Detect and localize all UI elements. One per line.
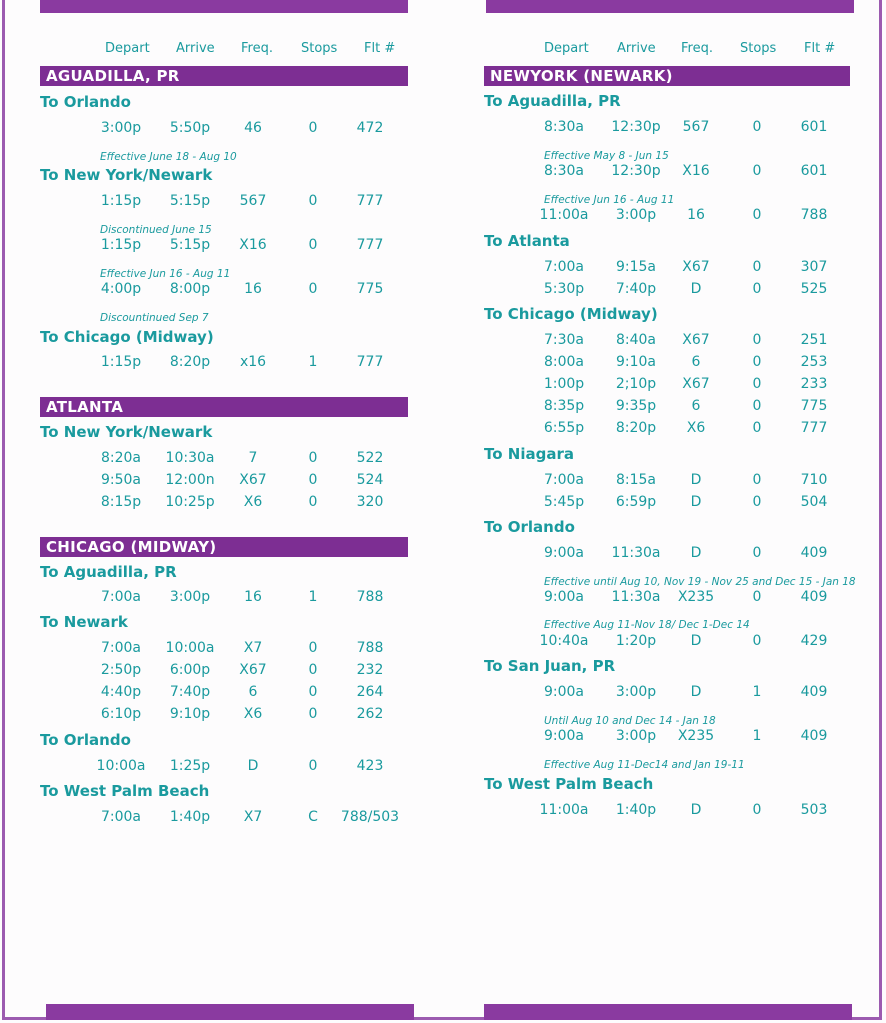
depart-time: 9:00a [543,589,585,605]
arrive-time: 1:20p [615,633,657,649]
frequency: 6 [248,684,258,700]
depart-time: 5:45p [543,494,585,510]
flight-number: 503 [800,802,828,818]
city-section-header: AGUADILLA, PR [40,66,408,86]
depart-time: 8:00a [543,354,585,370]
flight-number: 601 [800,163,828,179]
stops: 0 [752,802,762,818]
frequency: D [690,472,702,488]
schedule-note: Discontinued June 15 [100,224,212,236]
stops: 0 [308,706,318,722]
arrive-time: 5:15p [169,237,211,253]
header-depart: Depart [105,41,150,56]
arrive-time: 10:25p [165,494,215,510]
stops: 0 [752,259,762,275]
stops: 0 [308,281,318,297]
depart-time: 10:40a [539,633,589,649]
frequency: X67 [682,332,710,348]
depart-time: 4:40p [100,684,142,700]
arrive-time: 10:30a [165,450,215,466]
header-freq: Freq. [681,41,713,56]
arrive-time: 7:40p [615,281,657,297]
stops: 0 [752,332,762,348]
schedule-note: Effective Aug 11-Nov 18/ Dec 1-Dec 14 [544,619,750,631]
stops: C [308,809,318,825]
frequency: X7 [243,640,263,656]
left-column [0,0,443,1000]
stops: 0 [308,472,318,488]
flight-number: 307 [800,259,828,275]
destination-heading: To Aguadilla, PR [484,92,621,110]
flight-number: 472 [356,120,384,136]
depart-time: 10:00a [96,758,146,774]
flight-number: 524 [356,472,384,488]
header-flt: Flt # [804,41,836,56]
destination-heading: To Chicago (Midway) [484,305,658,323]
arrive-time: 7:40p [169,684,211,700]
arrive-time: 8:40a [615,332,657,348]
depart-time: 11:00a [539,207,589,223]
flight-number: 525 [800,281,828,297]
destination-heading: To Orlando [40,731,131,749]
stops: 0 [752,472,762,488]
depart-time: 8:30a [543,163,585,179]
header-arrive: Arrive [176,41,215,56]
frequency: 46 [244,120,262,136]
frequency: X16 [239,237,267,253]
stops: 0 [752,633,762,649]
arrive-time: 8:20p [169,354,211,370]
stops: 1 [308,354,318,370]
bottom-bar-left [46,1004,414,1020]
depart-time: 9:50a [100,472,142,488]
flight-number: 777 [800,420,828,436]
flight-number: 504 [800,494,828,510]
flight-number: 777 [356,354,384,370]
flight-number: 775 [800,398,828,414]
stops: 0 [752,207,762,223]
destination-heading: To Aguadilla, PR [40,563,177,581]
flight-number: 777 [356,237,384,253]
arrive-time: 9:15a [615,259,657,275]
frequency: X6 [686,420,706,436]
flight-number: 262 [356,706,384,722]
flight-number: 320 [356,494,384,510]
arrive-time: 12:30p [611,119,661,135]
frequency: X6 [243,706,263,722]
flight-number: 233 [800,376,828,392]
depart-time: 6:10p [100,706,142,722]
frequency: 7 [248,450,258,466]
flight-number: 409 [800,728,828,744]
frequency: 6 [691,354,701,370]
stops: 0 [752,119,762,135]
depart-time: 9:00a [543,728,585,744]
depart-time: 8:20a [100,450,142,466]
destination-heading: To Chicago (Midway) [40,328,214,346]
city-section-header: CHICAGO (MIDWAY) [40,537,408,557]
frequency: X67 [239,662,267,678]
arrive-time: 1:40p [615,802,657,818]
frequency: D [690,802,702,818]
depart-time: 5:30p [543,281,585,297]
frequency: 16 [687,207,705,223]
header-flt: Flt # [364,41,396,56]
right-column [443,0,886,1000]
stops: 0 [308,237,318,253]
frequency: X235 [677,728,715,744]
depart-time: 8:15p [100,494,142,510]
stops: 0 [752,545,762,561]
stops: 0 [752,281,762,297]
stops: 0 [752,354,762,370]
arrive-time: 5:15p [169,193,211,209]
flight-number: 409 [800,684,828,700]
destination-heading: To San Juan, PR [484,657,616,675]
depart-time: 8:35p [543,398,585,414]
destination-heading: To Orlando [40,93,131,111]
depart-time: 3:00p [100,120,142,136]
stops: 0 [308,758,318,774]
stops: 0 [308,494,318,510]
frequency: 6 [691,398,701,414]
arrive-time: 8:20p [615,420,657,436]
arrive-time: 8:00p [169,281,211,297]
frequency: X16 [682,163,710,179]
stops: 0 [308,640,318,656]
flight-number: 788/503 [340,809,400,825]
flight-number: 409 [800,545,828,561]
arrive-time: 10:00a [165,640,215,656]
header-arrive: Arrive [617,41,656,56]
flight-number: 251 [800,332,828,348]
depart-time: 7:00a [543,259,585,275]
arrive-time: 3:00p [615,684,657,700]
flight-number: 522 [356,450,384,466]
destination-heading: To Niagara [484,445,574,463]
header-stops: Stops [740,41,777,56]
destination-heading: To New York/Newark [40,423,213,441]
schedule-note: Effective Aug 11-Dec14 and Jan 19-11 [544,759,745,771]
stops: 1 [752,728,762,744]
arrive-time: 1:40p [169,809,211,825]
stops: 1 [308,589,318,605]
frequency: X67 [682,376,710,392]
depart-time: 7:00a [100,589,142,605]
stops: 0 [308,684,318,700]
stops: 0 [752,163,762,179]
depart-time: 8:30a [543,119,585,135]
flight-number: 788 [800,207,828,223]
schedule-note: Effective Jun 16 - Aug 11 [544,194,675,206]
stops: 1 [752,684,762,700]
depart-time: 7:30a [543,332,585,348]
frequency: D [690,281,702,297]
frequency: X7 [243,809,263,825]
depart-time: 1:15p [100,193,142,209]
flight-number: 777 [356,193,384,209]
flight-number: 409 [800,589,828,605]
depart-time: 4:00p [100,281,142,297]
frequency: D [690,684,702,700]
arrive-time: 2;10p [615,376,657,392]
frequency: D [690,545,702,561]
frequency: X67 [239,472,267,488]
stops: 0 [752,420,762,436]
destination-heading: To New York/Newark [40,166,213,184]
city-section-header: ATLANTA [40,397,408,417]
frequency: 567 [239,193,267,209]
depart-time: 11:00a [539,802,589,818]
flight-number: 264 [356,684,384,700]
flight-number: 775 [356,281,384,297]
arrive-time: 11:30a [611,589,661,605]
depart-time: 7:00a [100,640,142,656]
flight-number: 710 [800,472,828,488]
frequency: 16 [244,589,262,605]
destination-heading: To Newark [40,613,128,631]
arrive-time: 3:00p [615,728,657,744]
depart-time: 7:00a [543,472,585,488]
frequency: D [690,633,702,649]
frequency: 567 [682,119,710,135]
frequency: D [247,758,259,774]
arrive-time: 6:59p [615,494,657,510]
depart-time: 6:55p [543,420,585,436]
flight-number: 232 [356,662,384,678]
arrive-time: 3:00p [615,207,657,223]
arrive-time: 12:00n [165,472,215,488]
frequency: x16 [239,354,267,370]
stops: 0 [308,193,318,209]
schedule-note: Discountinued Sep 7 [100,312,209,324]
flight-number: 429 [800,633,828,649]
stops: 0 [752,398,762,414]
arrive-time: 1:25p [169,758,211,774]
stops: 0 [752,376,762,392]
depart-time: 9:00a [543,545,585,561]
depart-time: 1:15p [100,237,142,253]
city-section-header: NEWYORK (NEWARK) [484,66,850,86]
depart-time: 2:50p [100,662,142,678]
destination-heading: To Atlanta [484,232,570,250]
arrive-time: 3:00p [169,589,211,605]
header-freq: Freq. [241,41,273,56]
schedule-note: Effective June 18 - Aug 10 [100,151,237,163]
destination-heading: To West Palm Beach [484,775,654,793]
stops: 0 [752,589,762,605]
arrive-time: 5:50p [169,120,211,136]
depart-time: 1:00p [543,376,585,392]
schedule-note: Effective May 8 - Jun 15 [544,150,669,162]
arrive-time: 9:10a [615,354,657,370]
flight-number: 788 [356,589,384,605]
depart-time: 1:15p [100,354,142,370]
flight-number: 423 [356,758,384,774]
frequency: X6 [243,494,263,510]
schedule-note: Effective Jun 16 - Aug 11 [100,268,231,280]
frequency: X67 [682,259,710,275]
arrive-time: 9:35p [615,398,657,414]
stops: 0 [308,450,318,466]
frequency: 16 [244,281,262,297]
arrive-time: 8:15a [615,472,657,488]
stops: 0 [752,494,762,510]
stops: 0 [308,662,318,678]
arrive-time: 11:30a [611,545,661,561]
depart-time: 7:00a [100,809,142,825]
depart-time: 9:00a [543,684,585,700]
flight-number: 253 [800,354,828,370]
header-depart: Depart [544,41,589,56]
stops: 0 [308,120,318,136]
header-stops: Stops [301,41,338,56]
destination-heading: To Orlando [484,518,575,536]
frequency: X235 [677,589,715,605]
arrive-time: 6:00p [169,662,211,678]
destination-heading: To West Palm Beach [40,782,210,800]
arrive-time: 12:30p [611,163,661,179]
frequency: D [690,494,702,510]
arrive-time: 9:10p [169,706,211,722]
schedule-note: Until Aug 10 and Dec 14 - Jan 18 [544,715,716,727]
flight-number: 601 [800,119,828,135]
flight-number: 788 [356,640,384,656]
schedule-note: Effective until Aug 10, Nov 19 - Nov 25 and Dec 15 - Jan 18 [544,576,856,588]
bottom-bar-right [484,1004,852,1020]
